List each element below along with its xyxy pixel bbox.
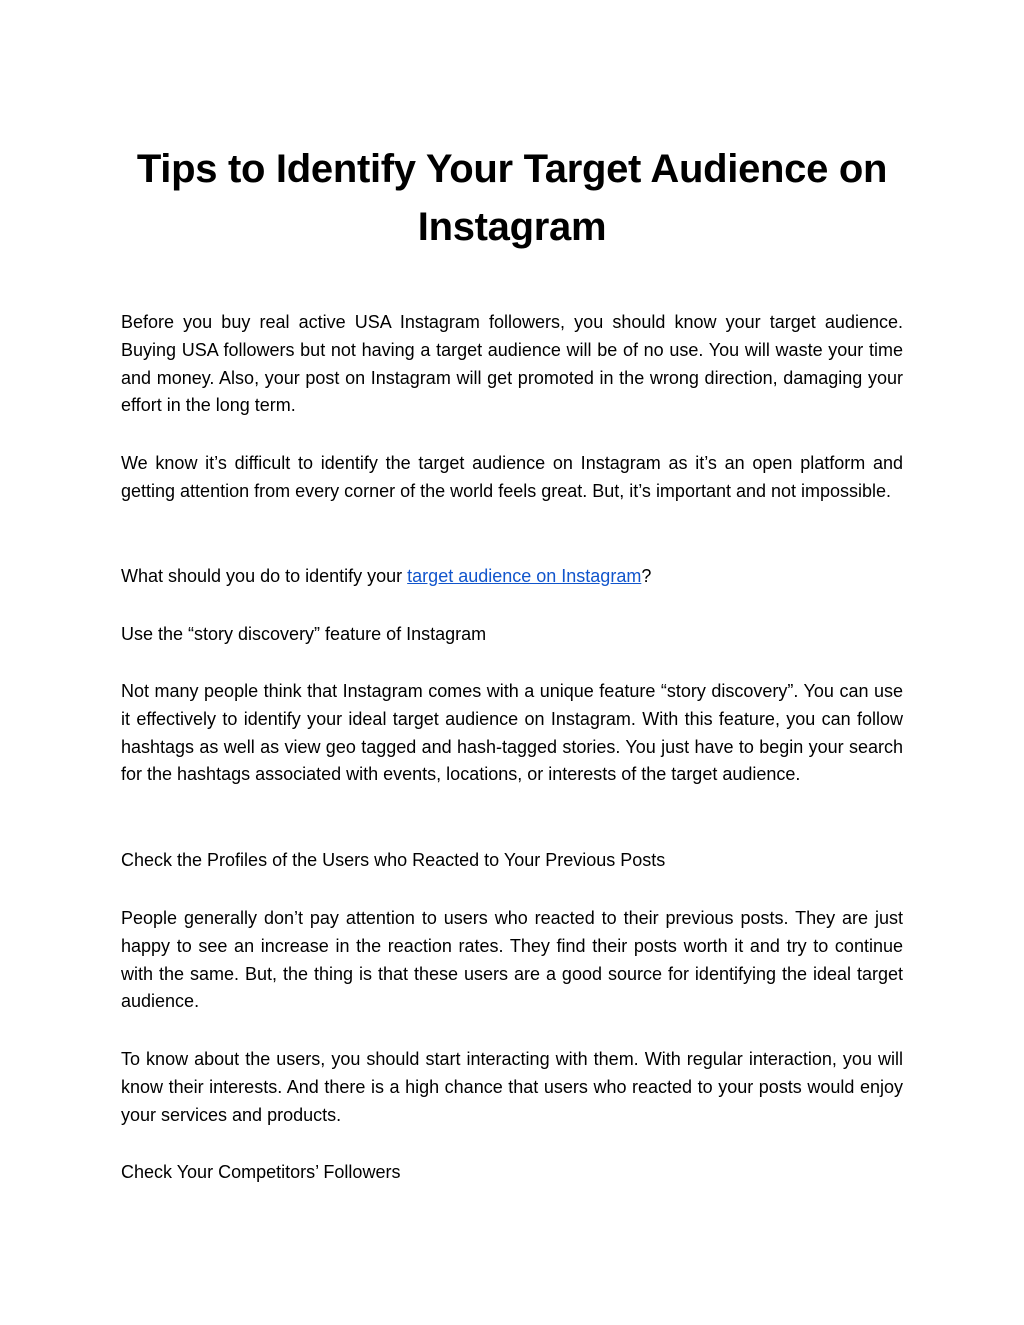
section-heading-previous-posts: Check the Profiles of the Users who Reacted to Your Previous Posts (121, 850, 666, 870)
question-mark: ? (641, 566, 652, 586)
target-audience-link[interactable]: target audience on Instagram (407, 566, 642, 586)
paragraph-intro: Before you buy real active USA Instagram followers, you should know your target audience. Buying USA followers but not having a target audience will be of no use. You will waste your time and money. Also, your post on Instagram will get promoted in the wrong direction, damaging your effort in the long term. (121, 312, 903, 416)
question-text: What should you do to identify your (121, 566, 408, 586)
section-heading-competitors: Check Your Competitors’ Followers (121, 1162, 401, 1182)
paragraph-previous-posts: People generally don’t pay attention to users who reacted to their previous posts. They are just happy to see an increase in the reaction rates. They find their posts worth it and try to continue with the same. But, the thing is that these users are a good source for identifying the ideal target audience. (121, 908, 903, 1012)
paragraph-difficulty: We know it’s difficult to identify the target audience on Instagram as it’s an open platform and getting attention from every corner of the world feels great. But, it’s important and not impossible. (121, 453, 903, 501)
page-title: Tips to Identify Your Target Audience on Instagram (136, 147, 888, 249)
paragraph-story-discovery: Not many people think that Instagram comes with a unique feature “story discovery”. You can use it effectively to identify your ideal target audience on Instagram. With this feature, you can follow hashtags as well as view geo tagged and hash-tagged stories. You just have to begin your search for the hashtags associated with events, locations, or interests of the target audience. (121, 681, 903, 785)
section-heading-story-discovery: Use the “story discovery” feature of Instagram (121, 624, 487, 644)
paragraph-interacting: To know about the users, you should start interacting with them. With regular interaction, you will know their interests. And there is a high chance that users who reacted to your posts would enjoy your services and products. (121, 1049, 903, 1125)
paragraph-question (121, 563, 903, 591)
